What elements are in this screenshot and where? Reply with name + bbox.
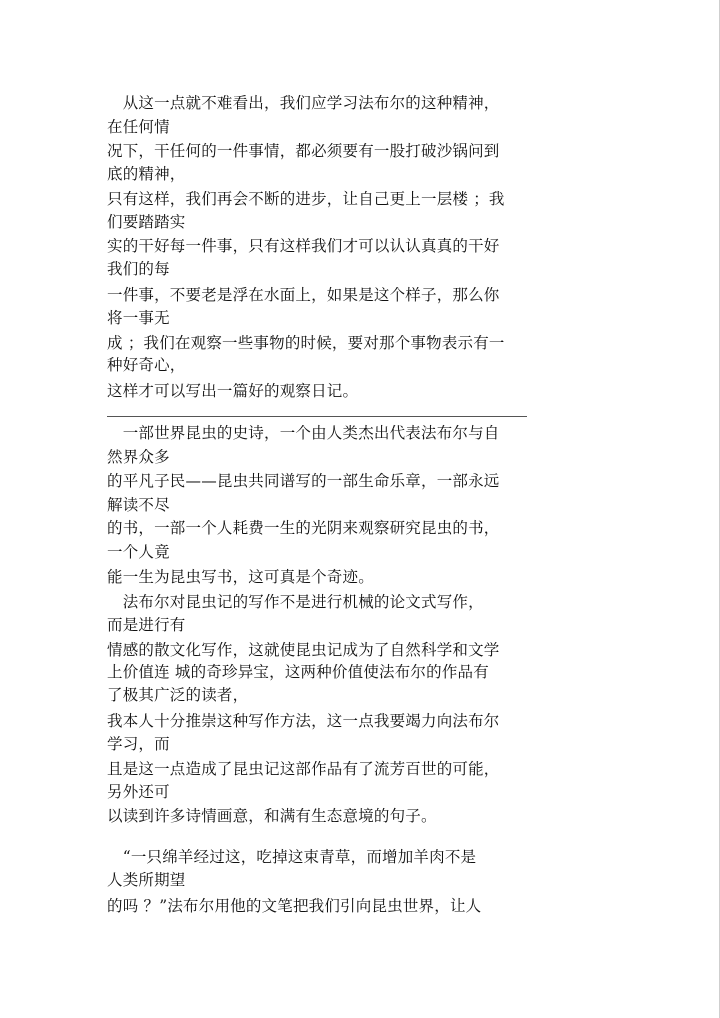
text-line: 我们的每 bbox=[107, 260, 170, 278]
text-line: 底的精神， bbox=[107, 165, 186, 183]
text-line: 况下，干任何的一件事情，都必须要有一股打破沙锅问到 bbox=[107, 142, 500, 160]
text-line: 的书，一部一个人耗费一生的光阴来观察研究昆虫的书， bbox=[107, 519, 500, 537]
text-line: 能一生为昆虫写书，这可真是个奇迹。 bbox=[107, 568, 374, 586]
text-line: 这样才可以写出一篇好的观察日记。 bbox=[107, 382, 359, 400]
text-line: 了极其广泛的读者， bbox=[107, 686, 249, 704]
text-line: 上价值连 城的奇珍异宝，这两种价值使法布尔的作品有 bbox=[107, 663, 489, 681]
text-line: 只有这样，我们再会不断的进步，让自己更上一层楼 ；我 bbox=[107, 190, 505, 208]
text-line: 一件事，不要老是浮在水面上，如果是这个样子，那么你 bbox=[107, 286, 500, 304]
text-line: 从这一点就不难看出，我们应学习法布尔的这种精神， bbox=[107, 94, 500, 112]
section-divider bbox=[107, 416, 527, 417]
text-line: 的平凡子民——昆虫共同谱写的一部生命乐章，一部永远 bbox=[107, 472, 500, 490]
text-line: 成 ；我们在观察一些事物的时候，要对那个事物表示有一 bbox=[107, 334, 505, 352]
text-line: 实的干好每一件事，只有这样我们才可以认认真真的干好 bbox=[107, 237, 500, 255]
text-line: 然界众多 bbox=[107, 448, 170, 466]
text-line: 的吗 ？”法布尔用他的文笔把我们引向昆虫世界，让人 bbox=[107, 897, 482, 915]
text-line: 解读不尽 bbox=[107, 496, 170, 514]
text-line: 人类所期望 bbox=[107, 871, 186, 889]
text-line: 们要踏踏实 bbox=[107, 213, 186, 231]
text-line: 在任何情 bbox=[107, 118, 170, 136]
text-line: 将一事无 bbox=[107, 309, 170, 327]
text-line: 情感的散文化写作，这就使昆虫记成为了自然科学和文学 bbox=[107, 641, 500, 659]
text-line: 一个人竟 bbox=[107, 543, 170, 561]
text-line: 一部世界昆虫的史诗，一个由人类杰出代表法布尔与自 bbox=[107, 424, 500, 442]
text-line: 而是进行有 bbox=[107, 616, 186, 634]
text-line: “一只绵羊经过这，吃掉这束青草，而增加羊肉不是 bbox=[107, 848, 477, 866]
text-line: 法布尔对昆虫记的写作不是进行机械的论文式写作， bbox=[107, 593, 484, 611]
text-line: 以读到许多诗情画意，和满有生态意境的句子。 bbox=[107, 807, 437, 825]
text-line: 另外还可 bbox=[107, 783, 170, 801]
text-line: 学习，而 bbox=[107, 735, 170, 753]
text-line: 且是这一点造成了昆虫记这部作品有了流芳百世的可能， bbox=[107, 760, 500, 778]
text-line: 我本人十分推崇这种写作方法，这一点我要竭力向法布尔 bbox=[107, 712, 500, 730]
text-line: 种好奇心， bbox=[107, 356, 186, 374]
